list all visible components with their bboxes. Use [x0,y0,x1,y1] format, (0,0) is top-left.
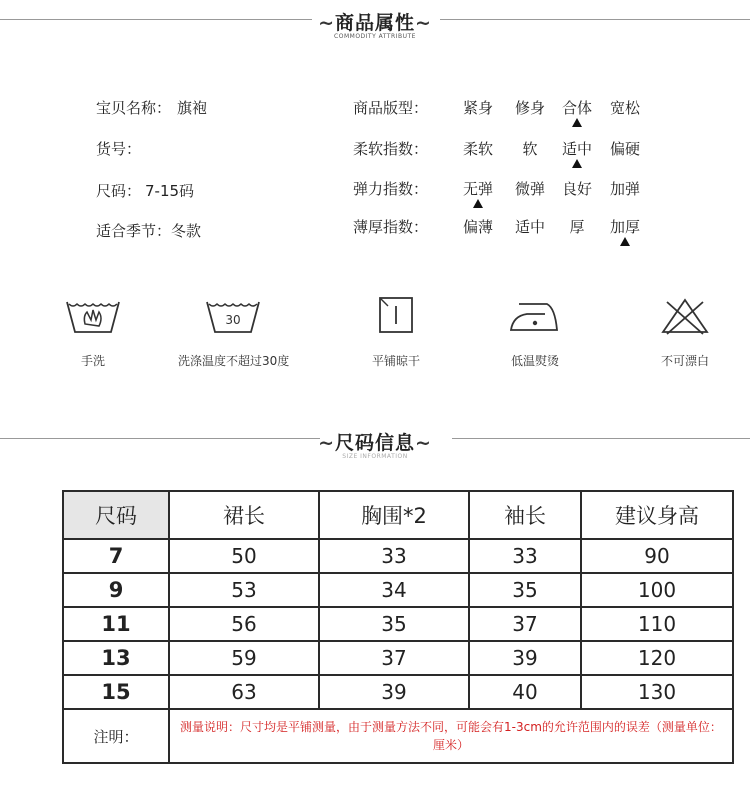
table-cell: 33 [469,539,581,573]
section-subtitle: SIZE INFORMATION [342,453,408,460]
table-cell: 50 [169,539,319,573]
table-cell: 35 [319,607,469,641]
care-label: 平铺晾干 [371,354,420,368]
table-cell: 13 [63,641,169,675]
table-row [63,641,733,675]
header-height: 建议身高 [581,491,733,539]
care-label: 洗涤温度不超过30度 [178,354,290,368]
care-no-bleach [630,294,740,369]
selected-marker-icon [473,199,483,208]
table-cell: 120 [581,641,733,675]
table-cell: 33 [319,539,469,573]
low-iron-icon [505,294,565,338]
table-cell: 59 [169,641,319,675]
selected-marker-icon [572,118,582,127]
table-cell: 35 [469,573,581,607]
attr-level-option: 加厚 [609,218,640,236]
attr-level-option: 无弹 [462,180,493,198]
table-cell: 37 [319,641,469,675]
no-bleach-icon [655,294,715,338]
attr-level-option: 偏硬 [609,140,640,158]
table-cell: 7 [63,539,169,573]
attr-level-option: 软 [522,140,538,158]
table-cell: 40 [469,675,581,709]
table-cell: 9 [63,573,169,607]
attr-level-option: 加弹 [609,180,640,198]
table-cell: 15 [63,675,169,709]
table-cell: 53 [169,573,319,607]
table-cell: 110 [581,607,733,641]
attr-level-option: 柔软 [462,140,493,158]
hand-wash-icon [63,294,123,338]
table-row [63,675,733,709]
table-cell: 100 [581,573,733,607]
wash-temp: 30 [225,313,241,327]
attr-level-option: 宽松 [609,99,640,117]
table-cell: 39 [469,641,581,675]
attr-level-option: 合体 [561,99,592,117]
attr-level-option: 良好 [561,180,592,198]
attr-level-label: 柔软指数： [353,140,429,158]
attr-level-option: 厚 [569,218,585,236]
table-header-row [63,491,733,539]
header-bust: 胸围*2 [319,491,469,539]
table-row [63,539,733,573]
table-cell: 63 [169,675,319,709]
table-cell: 34 [319,573,469,607]
care-wash-30 [178,294,288,369]
attr-season: 适合季节：冬款 [96,222,202,240]
care-label: 低温熨烫 [510,354,559,368]
section-title: 尺码信息 [334,432,415,454]
table-cell: 37 [469,607,581,641]
attr-level-option: 适中 [514,218,545,236]
header-size: 尺码 [63,491,169,539]
selected-marker-icon [620,237,630,246]
attr-item-no: 货号： [96,140,142,158]
size-table [62,490,734,764]
attr-level-option: 微弹 [514,180,545,198]
table-cell: 90 [581,539,733,573]
table-cell: 11 [63,607,169,641]
attr-level-option: 修身 [514,99,545,117]
selected-marker-icon [572,159,582,168]
note-text: 测量说明：尺寸均是平铺测量，由于测量方法不同，可能会有1-3cm的允许范围内的误差（测量单位：厘米） [169,709,733,763]
attr-name: 宝贝名称： 旗袍 [96,99,208,117]
care-low-iron [480,294,590,369]
section-title: 商品属性 [334,12,415,34]
wash-30-icon [203,294,263,338]
attr-level-option: 偏薄 [462,218,493,236]
header-length: 裙长 [169,491,319,539]
care-label: 手洗 [80,354,105,368]
table-row [63,607,733,641]
care-label: 不可漂白 [660,354,709,368]
table-cell: 130 [581,675,733,709]
note-label: 注明： [63,709,169,763]
attr-level-option: 适中 [561,140,592,158]
attr-size: 尺码： 7-15码 [96,182,195,200]
care-flat-dry [341,294,451,369]
attr-level-label: 弹力指数： [353,180,429,198]
attr-level-label: 商品版型： [353,99,429,117]
flat-dry-icon [366,294,426,338]
header-sleeve: 袖长 [469,491,581,539]
table-row [63,573,733,607]
section-subtitle: COMMODITY ATTRIBUTE [334,33,416,40]
care-hand-wash [38,294,148,369]
attr-level-option: 紧身 [462,99,493,117]
attr-level-label: 薄厚指数： [353,218,429,236]
table-cell: 56 [169,607,319,641]
table-note-row [63,709,733,763]
table-cell: 39 [319,675,469,709]
